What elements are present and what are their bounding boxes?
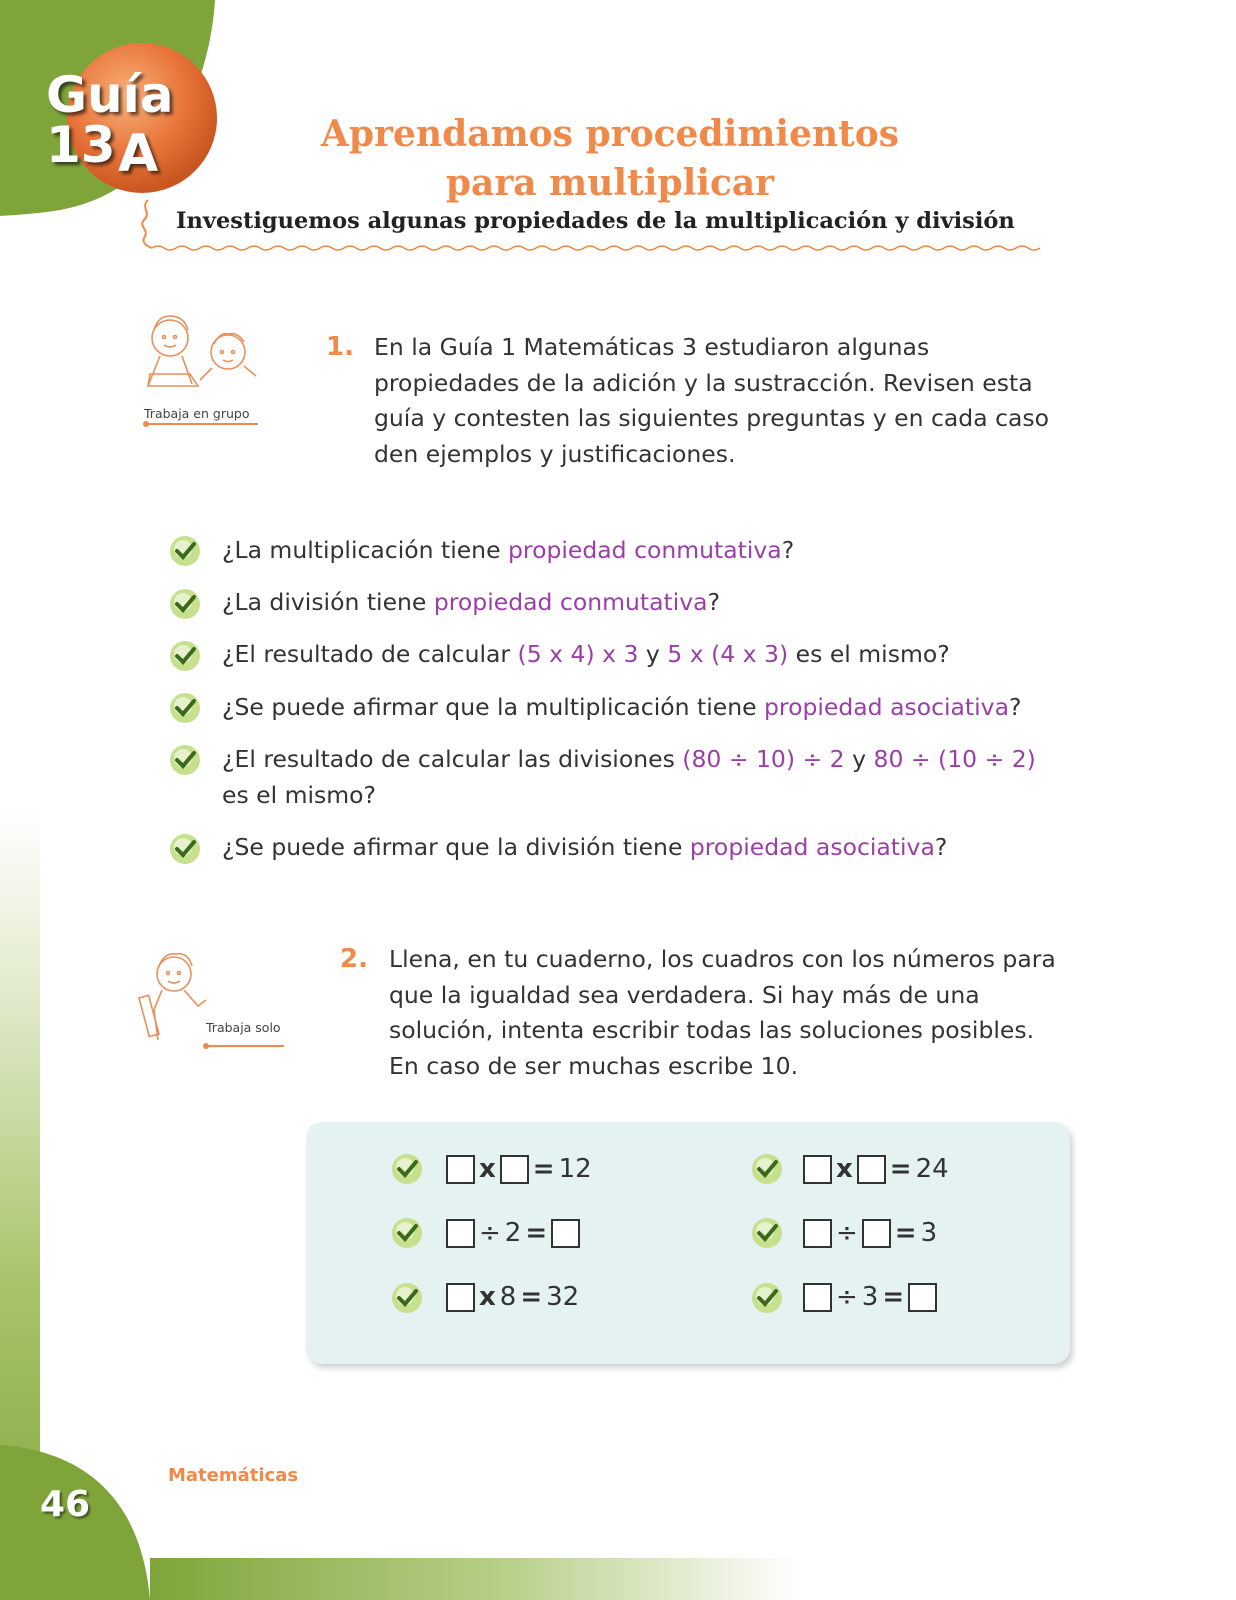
check-icon [168, 587, 202, 621]
question-highlight: (5 x 4) x 3 [517, 640, 639, 668]
question-highlight: propiedad conmutativa [508, 536, 782, 564]
question-highlight: 80 ÷ (10 ÷ 2) [873, 745, 1036, 773]
check-icon [390, 1216, 424, 1250]
check-icon [168, 639, 202, 673]
question-text: ? [934, 833, 948, 861]
question-4 [222, 689, 1021, 725]
question-text: y [638, 640, 668, 668]
question-text: ¿El resultado de calcular [222, 640, 518, 668]
question-highlight: propiedad asociativa [764, 693, 1009, 721]
bottom-decorative-strip [150, 1558, 800, 1600]
operator: x [479, 1154, 496, 1184]
equals-sign: = [520, 1282, 543, 1312]
check-icon [168, 743, 202, 777]
result: 24 [915, 1154, 949, 1184]
answer-box[interactable] [446, 1219, 475, 1248]
guide-number: Guía 13 [46, 66, 174, 174]
number: 8 [499, 1282, 517, 1312]
question-highlight: propiedad conmutativa [433, 588, 708, 616]
answer-box[interactable] [857, 1155, 886, 1184]
question-3 [222, 636, 950, 672]
footer-subject: Matemáticas [168, 1465, 299, 1486]
check-icon [390, 1281, 424, 1315]
page-number: 46 [40, 1484, 91, 1525]
equals-sign: = [894, 1218, 917, 1248]
operator: x [479, 1282, 496, 1312]
equation-4 [803, 1154, 949, 1184]
answer-box[interactable] [446, 1155, 475, 1184]
question-2 [222, 584, 720, 620]
result: 32 [546, 1282, 580, 1312]
check-icon [168, 832, 202, 866]
equation-6 [803, 1282, 937, 1312]
question-5 [222, 741, 1036, 777]
check-icon [168, 534, 202, 568]
equals-sign: = [882, 1282, 905, 1312]
answer-box[interactable] [803, 1219, 832, 1248]
equals-sign: = [889, 1154, 912, 1184]
operator: ÷ [836, 1218, 858, 1248]
equation-1 [446, 1154, 592, 1184]
answer-box[interactable] [446, 1283, 475, 1312]
question-text: es el mismo? [788, 640, 950, 668]
activity-2-text: Llena, en tu cuaderno, los cuadros con los números para que la igualdad sea verdadera. Si hay más de una solución, intenta escribir todas las soluciones posibles. En caso de ser muchas escribe 10. [389, 945, 1056, 1080]
guide-letter: A [118, 124, 159, 184]
question-highlight: (80 ÷ 10) ÷ 2 [682, 745, 845, 773]
answer-box[interactable] [500, 1155, 529, 1184]
page-title [230, 110, 990, 208]
group-work-label: Trabaja en grupo [144, 406, 250, 421]
page-subtitle: Investiguemos algunas propiedades de la multiplicación y división [176, 208, 1015, 234]
title-line-2: para multiplicar [445, 162, 775, 204]
answer-box[interactable] [908, 1283, 937, 1312]
answer-box[interactable] [551, 1219, 580, 1248]
question-text: ? [1009, 693, 1022, 721]
operator: ÷ [479, 1218, 501, 1248]
question-text: ¿La multiplicación tiene [222, 536, 509, 564]
result: 12 [558, 1154, 592, 1184]
question-text: ¿La división tiene [222, 588, 434, 616]
answer-box[interactable] [803, 1155, 832, 1184]
solo-work-label: Trabaja solo [206, 1020, 281, 1035]
question-5-continuation: es el mismo? [222, 781, 377, 809]
solo-work-icon [138, 946, 288, 1056]
question-1 [222, 532, 794, 568]
title-line-1: Aprendamos procedimientos [320, 113, 900, 155]
question-text: ? [707, 588, 721, 616]
question-text: ¿Se puede afirmar que la división tiene [222, 833, 690, 861]
check-icon [750, 1281, 784, 1315]
check-icon [750, 1216, 784, 1250]
operator: ÷ [836, 1282, 858, 1312]
number: 2 [504, 1218, 522, 1248]
question-text: ¿Se puede afirmar que la multiplicación tiene [222, 693, 765, 721]
check-icon [390, 1152, 424, 1186]
activity-1-number: 1. [326, 332, 354, 362]
question-highlight: 5 x (4 x 3) [667, 640, 789, 668]
operator: x [836, 1154, 853, 1184]
check-icon [168, 691, 202, 725]
question-highlight: propiedad asociativa [689, 833, 935, 861]
question-text: y [844, 745, 874, 773]
answer-box[interactable] [862, 1219, 891, 1248]
number: 3 [861, 1282, 879, 1312]
result: 3 [920, 1218, 938, 1248]
question-text: ¿El resultado de calcular las divisiones [222, 745, 683, 773]
check-icon [750, 1152, 784, 1186]
activity-1-text: En la Guía 1 Matemáticas 3 estudiaron algunas propiedades de la adición y la sustracción. Revisen esta guía y contesten las siguientes preguntas y en cada caso den ejemplos y justificaciones. [374, 333, 1050, 468]
question-text: ? [781, 536, 795, 564]
equation-3 [446, 1282, 579, 1312]
equation-2 [446, 1218, 580, 1248]
equals-sign: = [525, 1218, 548, 1248]
activity-2-number: 2. [340, 944, 368, 974]
equals-sign: = [532, 1154, 555, 1184]
answer-box[interactable] [803, 1283, 832, 1312]
question-6 [222, 829, 947, 865]
equation-5 [803, 1218, 937, 1248]
